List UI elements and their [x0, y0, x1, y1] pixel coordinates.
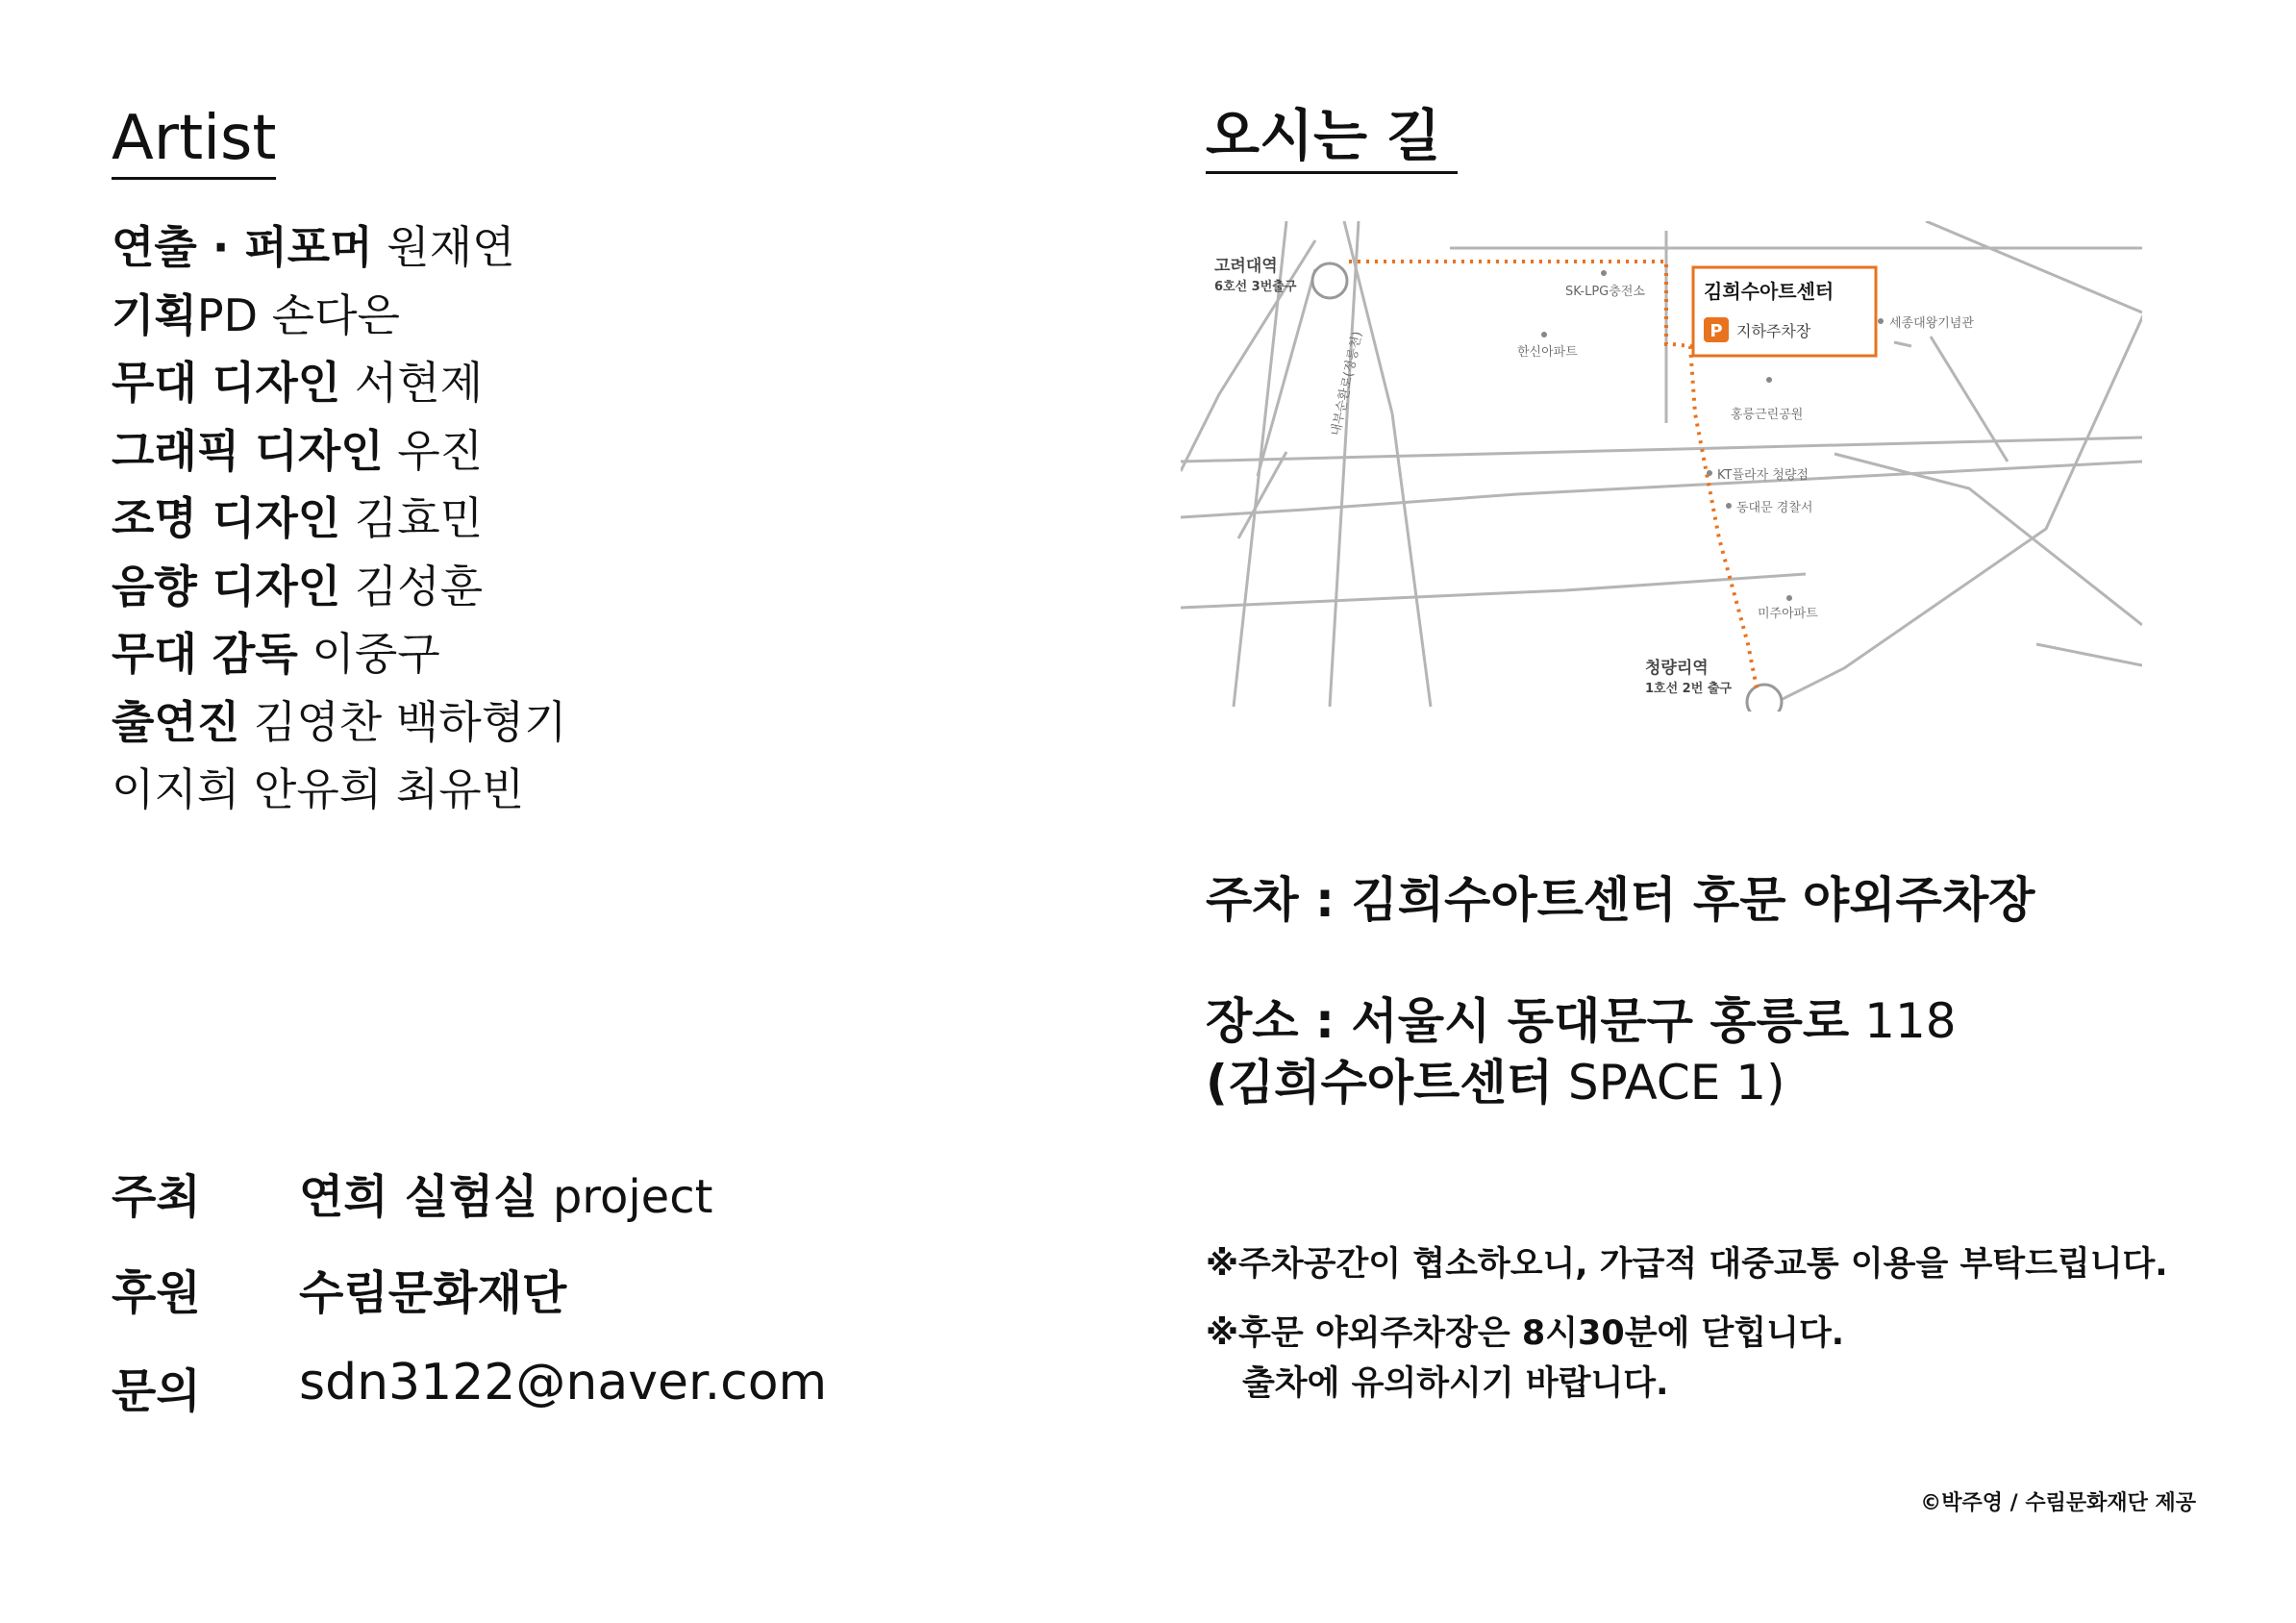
directions-heading: 오시는 길 [1206, 108, 1458, 174]
station-top-marker [1312, 263, 1347, 298]
photo-credit: ©박주영 / 수림문화재단 제공 [1920, 1491, 2196, 1515]
station-bottom-exit: 1호선 2번 출구 [1645, 682, 1732, 696]
station-top-label: 고려대역 [1214, 257, 1278, 276]
credit-row: 음향 디자인 김성훈 [112, 560, 484, 612]
location-map [1181, 221, 2142, 712]
credit-row: 연출 · 퍼포머 원재연 [112, 221, 515, 273]
station-bottom-label: 청량리역 [1645, 659, 1709, 678]
parking-label: 지하주차장 [1736, 322, 1811, 340]
notice-exit: 출차에 유의하시기 바랍니다. [1242, 1364, 1669, 1403]
station-top-exit: 6호선 3번출구 [1214, 280, 1297, 294]
credit-row: 출연진 김영찬 백하형기 [112, 695, 567, 748]
landmark-label: 세종대왕기념관 [1889, 316, 1974, 331]
credit-row: 그래픽 디자인 우진 [112, 424, 484, 477]
parking-info: 주차 : 김희수아트센터 후문 야외주차장 [1206, 872, 2035, 928]
landmark-label: 홍릉근린공원 [1731, 408, 1804, 422]
landmark-label: 한신아파트 [1517, 345, 1578, 360]
credit-row: 이지희 안유희 최유빈 [112, 763, 525, 815]
road-label: 내부순환로(정릉천) [1329, 330, 1365, 437]
credit-row: 조명 디자인 김효민 [112, 492, 484, 544]
artist-heading: Artist [112, 108, 276, 180]
info-value: 수림문화재단 [299, 1266, 567, 1320]
parking-icon-letter: P [1710, 321, 1723, 341]
landmark-label: KT플라자 청량점 [1717, 468, 1809, 483]
landmark-label: 미주아파트 [1758, 607, 1818, 621]
contact-email[interactable]: sdn3122@naver.com [299, 1354, 828, 1411]
info-value: 연희 실험실 project [299, 1170, 713, 1224]
info-label: 주최 [112, 1170, 201, 1224]
landmark-label: SK-LPG충전소 [1565, 285, 1645, 299]
credit-row: 무대 디자인 서현제 [112, 357, 484, 409]
route-path [1349, 262, 1758, 692]
notice-gate: ※후문 야외주차장은 8시30분에 닫힙니다. [1206, 1314, 1845, 1353]
place-info: 장소 : 서울시 동대문구 홍릉로 118 (김희수아트센터 SPACE 1) [1206, 993, 1957, 1111]
notice-transit: ※주차공간이 협소하오니, 가급적 대중교통 이용을 부탁드립니다. [1206, 1245, 2168, 1284]
station-bottom-marker [1747, 685, 1782, 712]
credit-row: 무대 감독 이중구 [112, 628, 440, 680]
info-label: 후원 [112, 1266, 201, 1320]
artist-credits [112, 213, 567, 824]
landmark-label: 동대문 경찰서 [1736, 501, 1813, 515]
info-label: 문의 [112, 1364, 201, 1418]
venue-name: 김희수아트센터 [1704, 280, 1834, 303]
credit-row: 기획PD 손다은 [112, 288, 400, 341]
